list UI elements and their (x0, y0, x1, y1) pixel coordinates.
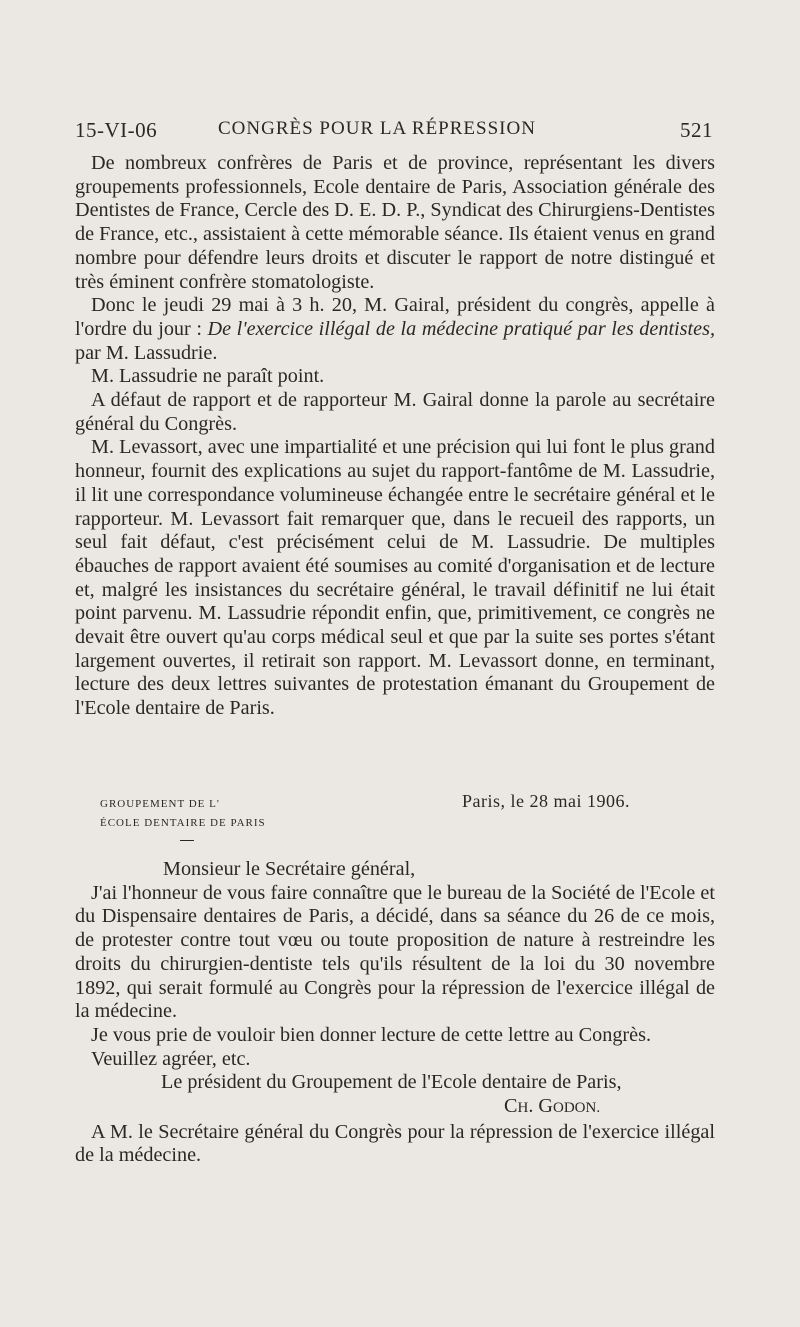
letter-signature-name (75, 1095, 715, 1121)
paragraph-3: M. Lassudrie ne paraît point. (91, 365, 325, 388)
letter-text (75, 858, 715, 1168)
letter-paragraph-1: J'ai l'honneur de vous faire connaître que le bureau de la Société de l'Ecole et du Dispensaire dentaires de Paris, a décidé, dans sa séance du 26 de ce mois, de protester contre tout vœu ou toute proposition de nature à restreindre les droits du chirurgien-dentiste tels qu'ils résultent de la loi du 30 novembre 1892, qui serait formulé au Congrès pour la répression de l'exercice illégal de la médecine. (75, 881, 715, 1023)
letterhead-line-1: GROUPEMENT DE L' (100, 798, 220, 810)
letter-paragraph-3: Veuillez agréer, etc. (91, 1047, 251, 1070)
paragraph-2-end: par M. Lassudrie. (75, 341, 218, 364)
running-title: CONGRÈS POUR LA RÉPRESSION (218, 118, 536, 139)
paragraph-1: De nombreux confrères de Paris et de province, représentant les divers groupements professionnels, Ecole dentaire de Paris, Association générale des Dentistes de France, Cercle des D. E. D. P., Syndicat des Chirurgiens-Dentistes de France, etc., assistaient à cette mémorable séance. Ils étaient venus en grand nombre pour défendre leurs droits et discuter le rapport de notre distingué et très éminent confrère stomatologiste. (75, 152, 715, 293)
signature-h: H (517, 1100, 529, 1117)
letter-address: A M. le Secrétaire général du Congrès pour la répression de l'exercice illégal de la médecine. (75, 1120, 715, 1167)
letterhead-line-2: ÉCOLE DENTAIRE DE PARIS (100, 817, 266, 829)
signature-odon: ODON. (553, 1100, 601, 1117)
letterhead-sender (100, 795, 266, 833)
paragraph-2-start: Donc le jeudi 29 mai à 3 h. 20, M. Gairal, président du congrès, appelle à l'ordre du jour : (75, 294, 715, 340)
letter-paragraph-2: Je vous prie de vouloir bien donner lecture de cette lettre au Congrès. (91, 1023, 652, 1046)
paragraph-2 (75, 294, 715, 365)
signature-g: . G (528, 1095, 553, 1118)
body-text (75, 152, 715, 721)
letterhead-divider (180, 840, 194, 841)
letter-salutation: Monsieur le Secrétaire général, (163, 858, 416, 880)
letter-date: Paris, le 28 mai 1906. (462, 791, 630, 811)
paragraph-4: A défaut de rapport et de rapporteur M. Gairal donne la parole au secrétaire général du Congrès. (75, 389, 715, 435)
paragraph-5: M. Levassort, avec une impartialité et une précision qui lui font le plus grand honneur, fournit des explications au sujet du rapport-fantôme de M. Lassudrie, il lit une correspondance volumineuse échangée entre le secrétaire général et le rapporteur. M. Levassort fait remarquer que, dans le recueil des rapports, un seul fait défaut, c'est précisément celui de M. Lassudrie. De multiples ébauches de rapport avaient été soumises au comité d'organisation et de lecture et, malgré les insistances du secrétaire général, le travail définitif ne lui était point parvenu. M. Lassudrie répondit enfin, que, primitivement, ce congrès ne devait être ouvert qu'au corps médical seul et que par la suite ses portes s'étant largement ouvertes, il retirait son rapport. M. Levassort donne, en terminant, lecture des deux lettres suivantes de protestation émanant du Groupement de l'Ecole dentaire de Paris. (75, 436, 715, 720)
report-title-italic: De l'exercice illégal de la médecine pratiqué par les dentistes, (207, 317, 715, 340)
page-reference: 15-VI-06 (75, 118, 158, 142)
signature-c: C (504, 1095, 518, 1118)
letter-signature-title: Le président du Groupement de l'Ecole dentaire de Paris, (161, 1071, 622, 1094)
page-number: 521 (680, 118, 713, 142)
